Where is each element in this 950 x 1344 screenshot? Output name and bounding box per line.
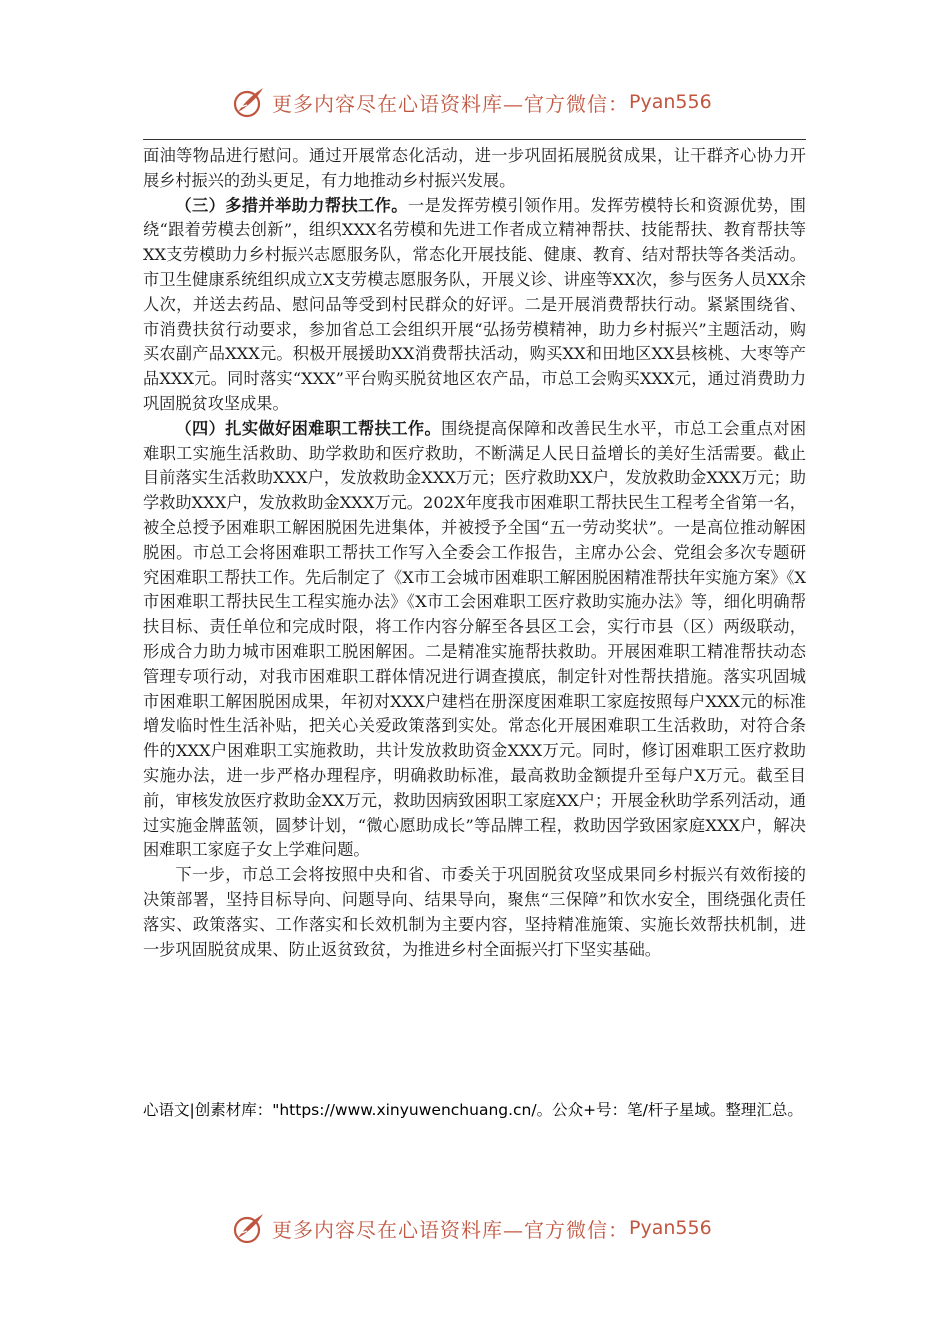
quill-logo-icon (232, 1211, 266, 1245)
header-divider (143, 139, 806, 140)
quill-logo-icon (232, 85, 266, 119)
document-body (143, 144, 806, 962)
footer-wechat-id: Pyan556 (629, 1217, 712, 1239)
paragraph: 下一步，市总工会将按照中央和省、市委关于巩固脱贫攻坚成果同乡村振兴有效衔接的决策部署，坚持目标导向、问题导向、结果导向，聚焦“三保障”和饮水安全，围绕强化责任落实、政策落实、工作落实和长效机制为主要内容，坚持精准施策、实施长效帮扶机制，进一步巩固脱贫成果、防止返贫致贫，为推进乡村全面振兴打下坚实基础。 (143, 865, 806, 959)
section-heading: （三）多措并举助力帮扶工作。 (175, 195, 408, 215)
header-banner-text: 更多内容尽在心语资料库—官方微信： (272, 91, 629, 116)
section-heading: （四）扎实做好困难职工帮扶工作。 (175, 418, 442, 438)
paragraph: 面油等物品进行慰问。通过开展常态化活动，进一步巩固拓展脱贫成果，让干群齐心协力开展乡村振兴的劲头更足，有力地推动乡村振兴发展。 (143, 146, 806, 190)
footer-banner (232, 1208, 732, 1248)
source-note: 心语文|创素材库："https://www.xinyuwenchuang.cn/。公众+号：笔/杆子星域。整理汇总。 (143, 1101, 803, 1119)
paragraph (143, 417, 806, 863)
paragraph-body: 一是发挥劳模引领作用。发挥劳模特长和资源优势，围绕“跟着劳模去创新”，组织XXX名劳模和先进工作者成立精神帮扶、技能帮扶、教育帮扶等XX支劳模助力乡村振兴志愿服务队，常态化开展技能、健康、教育、结对帮扶等各类活动。市卫生健康系统组织成立X支劳模志愿服务队，开展义诊、讲座等XX次，参与医务人员XX余人次，并送去药品、慰问品等受到村民群众的好评。二是开展消费帮扶行动。紧紧围绕省、市消费扶贫行动要求，参加省总工会组织开展“弘扬劳模精神，助力乡村振兴”主题活动，购买农副产品XXX元。积极开展援助XX消费帮扶活动，购买XX和田地区XX县核桃、大枣等产品XXX元。同时落实“XXX”平台购买脱贫地区农产品，市总工会购买XXX元，通过消费助力巩固脱贫攻坚成果。 (143, 195, 806, 413)
paragraph-body: 围绕提高保障和改善民生水平，市总工会重点对困难职工实施生活救助、助学救助和医疗救助，不断满足人民日益增长的美好生活需要。截止目前落实生活救助XXX户，发放救助金XXX万元；医疗救助XX户，发放救助金XXX万元；助学救助XXX户，发放救助金XXX万元。202X年度我市困难职工帮扶民生工程考全省第一名，被全总授予困难职工解困脱困先进集体，并被授予全国“五一劳动奖状”。一是高位推动解困脱困。市总工会将困难职工帮扶工作写入全委会工作报告，主席办公会、党组会多次专题研究困难职工帮扶工作。先后制定了《X市工会城市困难职工解困脱困精准帮扶年实施方案》《X市困难职工帮扶民生工程实施办法》《X市工会困难职工医疗救助实施办法》等，细化明确帮扶目标、责任单位和完成时限，将工作内容分解至各县区工会，实行市县（区）两级联动，形成合力助力城市困难职工脱困解困。二是精准实施帮扶救助。开展困难职工精准帮扶动态管理专项行动，对我市困难职工群体情况进行调查摸底，制定针对性帮扶措施。落实巩固城市困难职工解困脱困成果，年初对XXX户建档在册深度困难职工家庭按照每户XXX元的标准增发临时性生活补贴，把关心关爱政策落到实处。常态化开展困难职工生活救助，对符合条件的XXX户困难职工实施救助，共计发放救助资金XXX万元。同时，修订困难职工医疗救助实施办法，进一步严格办理程序，明确救助标准，最高救助金额提升至每户X万元。截至目前，审核发放医疗救助金XX万元，救助因病致困职工家庭XX户；开展金秋助学系列活动，通过实施金牌蓝领，圆梦计划，“微心愿助成长”等品牌工程，救助因学致困家庭XXX户，解决困难职工家庭子女上学难问题。 (143, 418, 807, 860)
footer-banner-text: 更多内容尽在心语资料库—官方微信： (272, 1217, 629, 1242)
header-banner (232, 82, 732, 122)
paragraph (143, 194, 806, 417)
header-wechat-id: Pyan556 (629, 91, 712, 113)
